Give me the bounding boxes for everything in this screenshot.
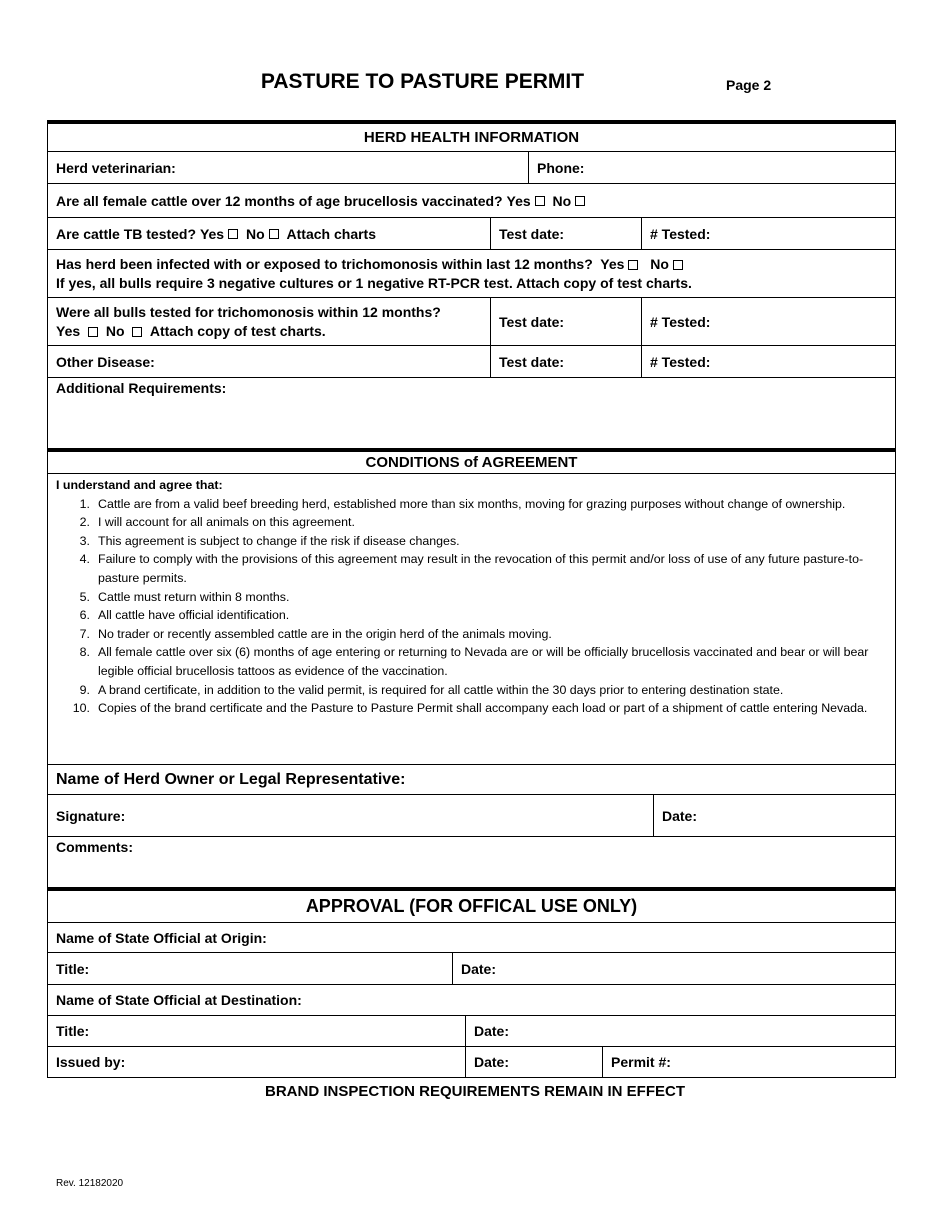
condition-number: 3. — [79, 533, 90, 548]
owner-name-field[interactable] — [48, 765, 895, 794]
yes-label: Yes — [199, 225, 225, 242]
owner-name-row — [47, 765, 896, 795]
tb-tested-field[interactable] — [641, 218, 895, 249]
no-label: No — [650, 255, 669, 272]
condition-item — [56, 606, 887, 625]
brucellosis-row — [47, 184, 896, 218]
bulls-question-text: Were all bulls tested for trichomonosis within 12 months? — [56, 303, 441, 320]
comments-row — [47, 837, 896, 887]
conditions-row — [47, 474, 896, 765]
herd-health-header-row — [47, 120, 896, 152]
other-disease-label: Other Disease: — [56, 353, 155, 370]
origin-title-row — [47, 953, 896, 985]
additional-requirements-row — [47, 378, 896, 448]
condition-number: 10. — [72, 701, 90, 716]
tricho-yes-checkbox[interactable] — [628, 260, 638, 270]
condition-item — [56, 699, 887, 718]
condition-number: 8. — [79, 645, 90, 660]
condition-text: All cattle have official identification. — [98, 608, 290, 623]
condition-item — [56, 588, 887, 607]
veterinarian-row — [47, 152, 896, 184]
condition-text: No trader or recently assembled cattle are in the origin herd of the animals moving. — [98, 626, 552, 641]
trichomonosis-question — [48, 250, 895, 297]
no-label: No — [552, 192, 572, 209]
tb-question-text: Are cattle TB tested? — [56, 225, 197, 242]
trichomonosis-row — [47, 250, 896, 298]
condition-text: All female cattle over six (6) months of age entering or returning to Nevada are or will be officially brucellosis vaccinated and bear or will bear legible official brucellosis tattoos as evidence of the vaccination. — [98, 645, 869, 678]
condition-number: 7. — [79, 626, 90, 641]
condition-text: A brand certificate, in addition to the valid permit, is required for all cattle within the 30 days prior to entering destination state. — [98, 682, 784, 697]
condition-text: Cattle must return within 8 months. — [98, 589, 290, 604]
condition-item — [56, 513, 887, 532]
destination-title-row — [47, 1016, 896, 1047]
condition-text: Copies of the brand certificate and the Pasture to Pasture Permit shall accompany each load or part of a shipment of cattle entering Nevada. — [98, 701, 868, 716]
origin-official-label: Name of State Official at Origin: — [56, 929, 267, 946]
brucellosis-question — [48, 184, 895, 217]
revision-number: Rev. 12182020 — [56, 1178, 124, 1189]
no-label: No — [245, 225, 265, 242]
destination-official-row — [47, 985, 896, 1016]
bulls-tested-field[interactable] — [641, 298, 895, 345]
tb-yes-checkbox[interactable] — [228, 229, 238, 239]
tested-label: # Tested: — [650, 313, 711, 330]
permit-number-label: Permit #: — [611, 1054, 671, 1070]
additional-requirements-field[interactable] — [48, 378, 895, 448]
yes-label: Yes — [600, 255, 625, 272]
tb-test-date-field[interactable] — [490, 218, 641, 249]
destination-official-label: Name of State Official at Destination: — [56, 992, 302, 1008]
bulls-test-date-field[interactable] — [490, 298, 641, 345]
origin-title-field[interactable] — [48, 953, 452, 984]
other-disease-row — [47, 346, 896, 378]
date-label: Date: — [474, 1054, 510, 1070]
condition-item — [56, 532, 887, 551]
origin-official-field[interactable] — [48, 923, 895, 952]
other-disease-field[interactable] — [48, 346, 490, 377]
other-test-date-field[interactable] — [490, 346, 641, 377]
phone-label: Phone: — [537, 159, 585, 176]
title-label: Title: — [56, 960, 90, 977]
yes-label: Yes — [56, 322, 81, 339]
owner-name-label: Name of Herd Owner or Legal Representative: — [56, 770, 406, 788]
tb-row — [47, 218, 896, 250]
page-number: Page 2 — [726, 77, 772, 93]
brand-inspection-note: BRAND INSPECTION REQUIREMENTS REMAIN IN EFFECT — [264, 1083, 685, 1100]
tb-question — [48, 218, 490, 249]
condition-item — [56, 643, 887, 680]
condition-item — [56, 550, 887, 587]
signature-date-field[interactable] — [653, 795, 895, 836]
condition-number: 9. — [79, 682, 90, 697]
trichomonosis-question-text: Has herd been infected with or exposed to trichomonosis within last 12 months? — [56, 255, 593, 272]
issued-date-field[interactable] — [465, 1047, 602, 1077]
condition-item — [56, 495, 887, 514]
condition-text: Cattle are from a valid beef breeding herd, established more than six months, moving for grazing purposes without change of ownership. — [98, 496, 846, 511]
condition-number: 5. — [79, 589, 90, 604]
destination-official-field[interactable] — [48, 985, 895, 1015]
phone-field[interactable] — [528, 152, 895, 183]
destination-title-field[interactable] — [48, 1016, 465, 1046]
condition-item — [56, 681, 887, 700]
signature-field[interactable] — [48, 795, 653, 836]
condition-number: 6. — [79, 608, 90, 623]
yes-label: Yes — [506, 192, 531, 209]
attach-charts-label: Attach charts — [286, 225, 376, 242]
approval-heading: APPROVAL (FOR OFFICAL USE ONLY) — [305, 896, 638, 916]
bulls-question — [48, 298, 490, 345]
date-label: Date: — [662, 807, 698, 824]
issued-by-row — [47, 1047, 896, 1078]
brucellosis-question-text: Are all female cattle over 12 months of age brucellosis vaccinated? — [56, 192, 503, 209]
no-label: No — [105, 322, 125, 339]
bulls-no-checkbox[interactable] — [132, 327, 142, 337]
brucellosis-yes-checkbox[interactable] — [535, 196, 545, 206]
conditions-lead: I understand and agree that: — [56, 478, 223, 492]
tested-label: # Tested: — [650, 225, 711, 242]
comments-field[interactable] — [48, 837, 895, 887]
condition-text: I will account for all animals on this agreement. — [98, 515, 355, 530]
additional-requirements-label: Additional Requirements: — [56, 380, 227, 396]
signature-row — [47, 795, 896, 837]
veterinarian-label: Herd veterinarian: — [56, 159, 176, 176]
approval-header-row — [47, 887, 896, 923]
test-date-label: Test date: — [499, 313, 565, 330]
destination-date-field[interactable] — [465, 1016, 895, 1046]
condition-number: 4. — [79, 552, 90, 567]
conditions-list — [48, 474, 895, 764]
date-label: Date: — [474, 1023, 510, 1039]
issued-by-label: Issued by: — [56, 1054, 126, 1070]
conditions-header-row — [47, 448, 896, 474]
origin-date-field[interactable] — [452, 953, 895, 984]
permit-number-field[interactable] — [602, 1047, 895, 1077]
conditions-heading: CONDITIONS of AGREEMENT — [365, 454, 578, 471]
tb-no-checkbox[interactable] — [269, 229, 279, 239]
trichomonosis-note: If yes, all bulls require 3 negative cultures or 1 negative RT-PCR test. Attach copy of test charts. — [56, 274, 692, 291]
origin-official-row — [47, 923, 896, 953]
date-label: Date: — [461, 960, 497, 977]
page-title: PASTURE TO PASTURE PERMIT — [260, 70, 585, 93]
brucellosis-no-checkbox[interactable] — [575, 196, 585, 206]
attach-copy-label: Attach copy of test charts. — [149, 322, 326, 339]
test-date-label: Test date: — [499, 225, 565, 242]
condition-text: This agreement is subject to change if the risk if disease changes. — [98, 533, 460, 548]
condition-number: 2. — [79, 515, 90, 530]
issued-by-field[interactable] — [48, 1047, 465, 1077]
veterinarian-field[interactable] — [48, 152, 528, 183]
herd-health-heading: HERD HEALTH INFORMATION — [363, 129, 580, 146]
comments-label: Comments: — [56, 839, 134, 855]
bulls-yes-checkbox[interactable] — [88, 327, 98, 337]
bulls-row — [47, 298, 896, 346]
tricho-no-checkbox[interactable] — [673, 260, 683, 270]
permit-form — [47, 120, 896, 1078]
condition-number: 1. — [79, 496, 90, 511]
condition-text: Failure to comply with the provisions of this agreement may result in the revocation of this permit and/or loss of use of any future pasture-to-pasture permits. — [98, 552, 864, 585]
test-date-label: Test date: — [499, 353, 565, 370]
other-tested-field[interactable] — [641, 346, 895, 377]
title-label: Title: — [56, 1023, 90, 1039]
condition-item — [56, 625, 887, 644]
tested-label: # Tested: — [650, 353, 711, 370]
signature-label: Signature: — [56, 807, 126, 824]
